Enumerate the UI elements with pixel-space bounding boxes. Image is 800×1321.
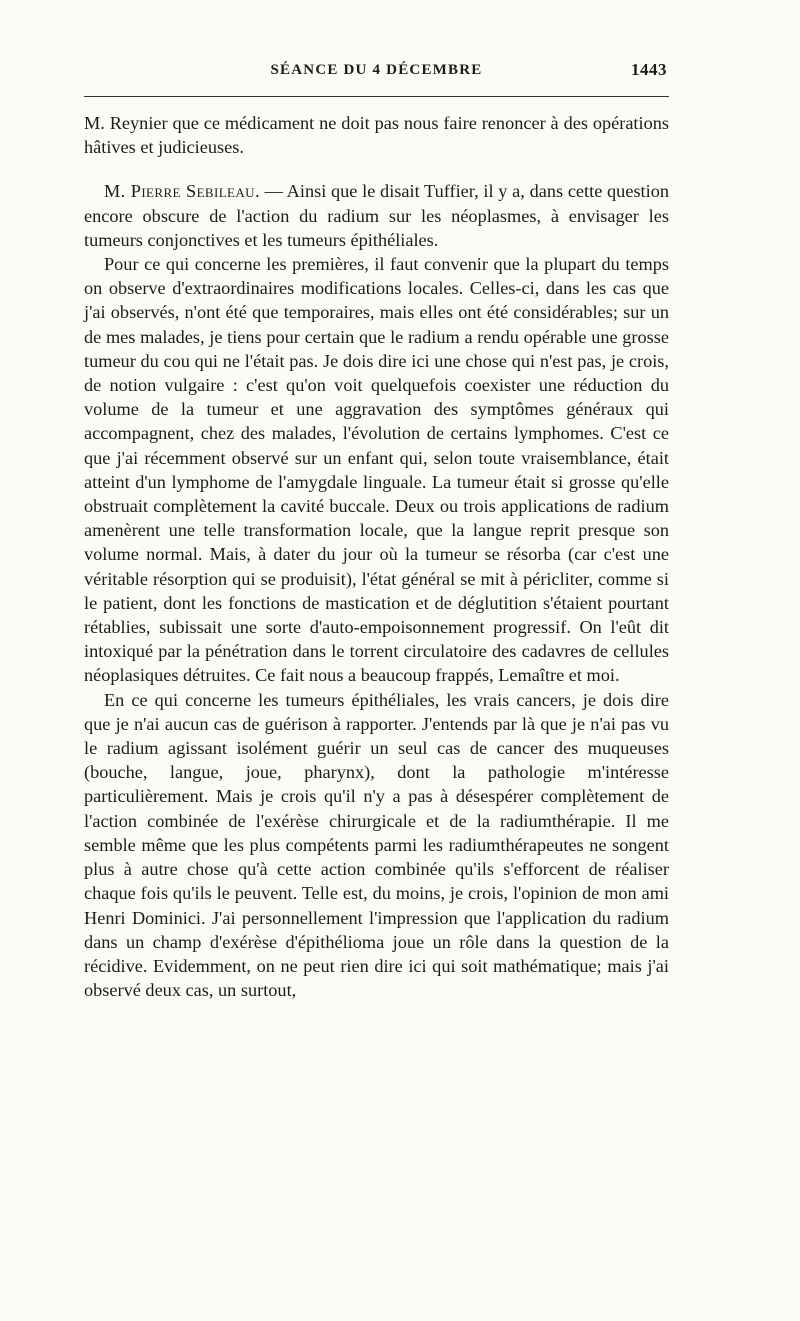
running-head (84, 58, 669, 88)
journal-page (84, 58, 669, 1002)
paragraph-conjunctive-tumors: Pour ce qui concerne les premières, il faut convenir que la plupart du temps on observe d'extraordinaires modifications locales. Celles-ci, dans les cas que j'ai observés, n'ont été que temporaires, mais elles ont été considérables; sur un de mes malades, je tiens pour certain que le radium a rendu opérable une grosse tumeur du cou qui ne l'était pas. Je dois dire ici une chose qui n'est pas, je crois, de notion vulgaire : c'est qu'on voit quelquefois coexister une réduction du volume de la tumeur et une aggravation des symptômes généraux qui accompagnent, chez des malades, l'évolution de certains lymphomes. C'est ce que j'ai récemment observé sur un enfant qui, selon toute vraisemblance, était atteint d'un lymphome de l'amygdale linguale. La tumeur était si grosse qu'elle obstruait complètement la cavité buccale. Deux ou trois applications de radium amenèrent une telle transformation locale, que la langue reprit presque son volume normal. Mais, à dater du jour où la tumeur se résorba (car c'est une véritable résorption qui se produisit), l'état général se mit à péricliter, comme si le patient, dont les fonctions de mastication et de déglutition s'étaient pourtant rétablies, subissait une sorte d'auto-empoisonnement progressif. On l'eût dit intoxiqué par la pénétration dans le torrent circulatoire des cadavres de cellules néoplasiques détruites. Ce fait nous a beaucoup frappés, Lemaître et moi. (84, 254, 669, 686)
paragraph-continuation: M. Reynier que ce médicament ne doit pas nous faire renoncer à des opérations hâtives et judicieuses. (84, 113, 669, 158)
paragraph-gap (84, 159, 669, 179)
paragraph-sebileau-intro (84, 179, 669, 252)
running-title: SÉANCE DU 4 DÉCEMBRE (270, 62, 483, 78)
header-rule (84, 96, 669, 97)
speaker-name: M. Pierre Sebileau. (104, 181, 260, 202)
paragraph-epithelial-tumors: En ce qui concerne les tumeurs épithéliales, les vrais cancers, je dois dire que je n'ai aucun cas de guérison à rapporter. J'entends par là que je n'ai pas vu le radium agissant isolément guérir un seul cas de cancer des muqueuses (bouche, langue, joue, pharynx), dont la pathologie m'intéresse particulièrement. Mais je crois qu'il n'y a pas à désespérer complètement de l'action combinée de l'exérèse chirurgicale et de la radiumthérapie. Il me semble même que les plus compétents parmi les radiumthérapeutes ne songent plus à autre chose qu'à cette action combinée qu'ils s'efforcent de réaliser chaque fois qu'ils le peuvent. Telle est, du moins, je crois, l'opinion de mon ami Henri Dominici. J'ai personnellement l'impression que l'application du radium dans un champ d'exérèse d'épithélioma joue un rôle dans la question de la récidive. Evidemment, on ne peut rien dire ici qui soit mathématique; mais j'ai observé deux cas, un surtout, (84, 689, 669, 1001)
page-number: 1443 (631, 60, 667, 79)
paragraph-sebileau-intro-text: — Ainsi que le disait Tuffier, il y a, dans cette question encore obscure de l'action du radium sur les néoplasmes, à envisager les tumeurs conjonctives et les tumeurs épithéliales. (84, 181, 669, 250)
